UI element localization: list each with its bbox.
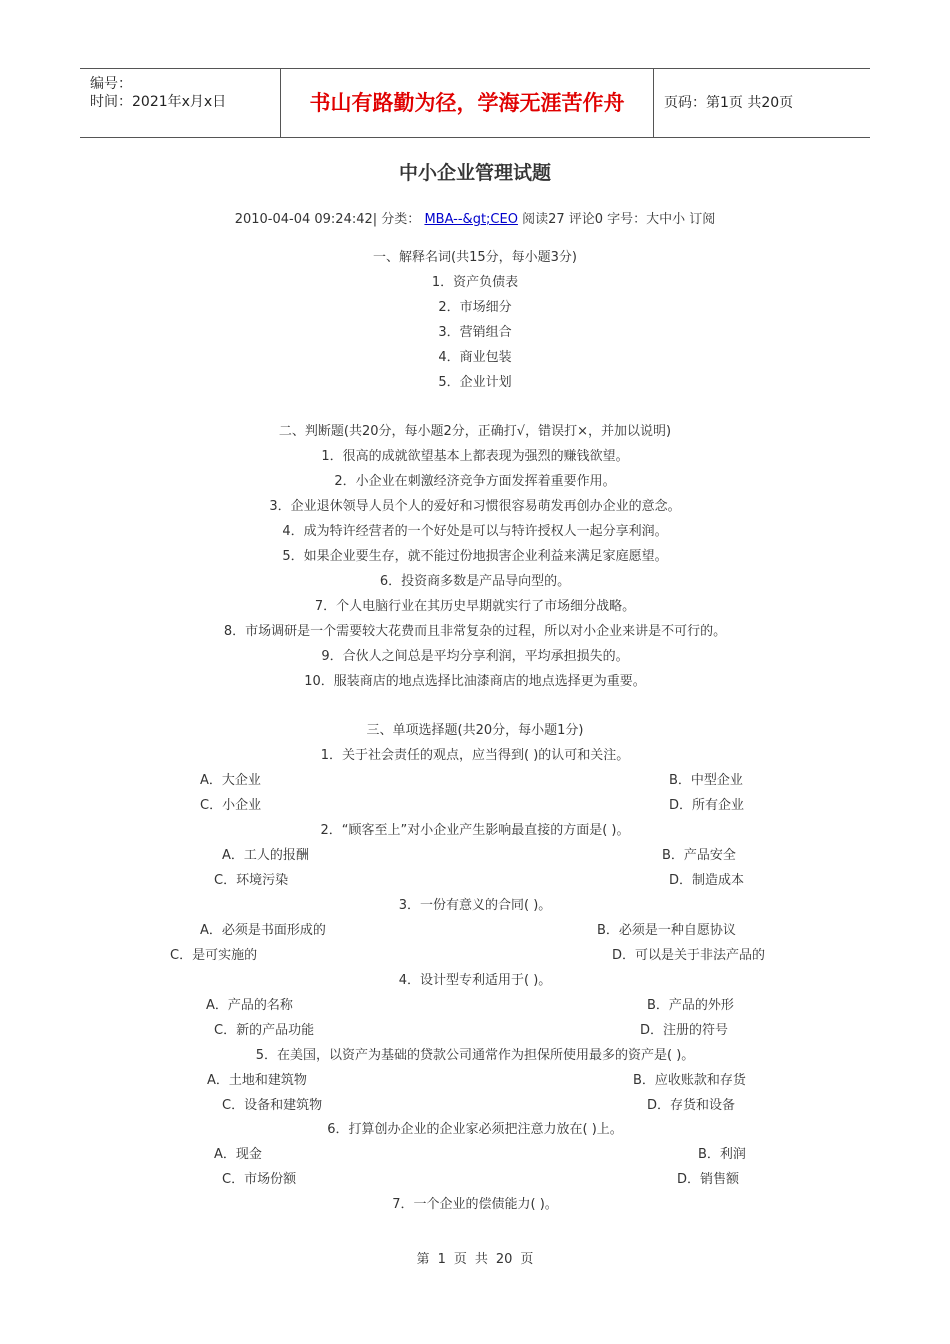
option-d: D．注册的符号: [640, 1023, 729, 1038]
section2-item: 3．企业退休领导人员个人的爱好和习惯很容易萌发再创办企业的意念。: [269, 499, 681, 514]
option-a: A．工人的报酬: [222, 848, 309, 863]
section2-item: 2．小企业在刺激经济竞争方面发挥着重要作用。: [334, 474, 616, 489]
option-a: A．必须是书面形成的: [200, 923, 326, 938]
question: 1．关于社会责任的观点，应当得到( )的认可和关注。: [320, 748, 630, 763]
option-d: D．制造成本: [669, 873, 745, 888]
page-label: 页码：第1页 共20页: [664, 95, 794, 111]
option-b: B．产品的外形: [647, 998, 734, 1013]
section2-item: 7．个人电脑行业在其历史早期就实行了市场细分战略。: [314, 599, 636, 614]
meta-stats: 阅读27 评论0 字号：大中小 订阅: [522, 212, 716, 227]
footer-page-number: 1: [437, 1252, 446, 1267]
section1-item: 3．营销组合: [438, 325, 512, 340]
option-c: C．新的产品功能: [214, 1023, 315, 1038]
section3-heading: 三、单项选择题(共20分，每小题1分): [366, 723, 584, 738]
option-b: B．产品安全: [662, 848, 736, 863]
question: 4．设计型专利适用于( )。: [398, 973, 552, 988]
question: 3．一份有意义的合同( )。: [398, 898, 552, 913]
time-label: 时间：2021年x月x日: [90, 94, 227, 110]
section2-item: 1．很高的成就欲望基本上都表现为强烈的赚钱欲望。: [321, 449, 629, 464]
footer-word: 共: [474, 1252, 488, 1267]
page-footer: [0, 1248, 950, 1267]
footer-word: 第: [416, 1252, 430, 1267]
section2-item: 4．成为特许经营者的一个好处是可以与特许授权人一起分享利润。: [282, 524, 668, 539]
option-d: D．可以是关于非法产品的: [612, 948, 766, 963]
footer-total-pages: 20: [495, 1252, 513, 1267]
option-b: B．必须是一种自愿协议: [597, 923, 736, 938]
question: 7．一个企业的偿债能力( )。: [392, 1197, 558, 1212]
option-c: C．是可实施的: [170, 948, 258, 963]
section2-item: 10．服装商店的地点选择比油漆商店的地点选择更为重要。: [304, 674, 646, 689]
option-a: A．土地和建筑物: [207, 1073, 307, 1088]
option-c: C．环境污染: [214, 873, 289, 888]
question: 5．在美国，以资产为基础的贷款公司通常作为担保所使用最多的资产是( )。: [255, 1048, 695, 1063]
section1-item: 4．商业包装: [438, 350, 512, 365]
section1-item: 2．市场细分: [438, 300, 512, 315]
section2-item: 5．如果企业要生存，就不能过份地损害企业利益来满足家庭愿望。: [282, 549, 668, 564]
option-a: A．大企业: [200, 773, 261, 788]
page-title: 中小企业管理试题: [398, 162, 551, 184]
option-d: D．存货和设备: [647, 1098, 736, 1113]
footer-word: 页: [520, 1252, 534, 1267]
category-link[interactable]: MBA--&gt;CEO: [424, 212, 518, 227]
section2-item: 8．市场调研是一个需要较大花费而且非常复杂的过程，所以对小企业来讲是不可行的。: [223, 624, 727, 639]
option-b: B．利润: [698, 1147, 746, 1162]
option-c: C．小企业: [200, 798, 262, 813]
section1-item: 5．企业计划: [438, 375, 512, 390]
article-meta: [0, 208, 950, 227]
option-c: C．设备和建筑物: [222, 1098, 323, 1113]
header-info-cell: [80, 69, 281, 137]
question: 2．“顾客至上”对小企业产生影响最直接的方面是( )。: [320, 823, 630, 838]
meta-category-label: 分类：: [381, 212, 421, 227]
option-b: B．中型企业: [669, 773, 743, 788]
section2-item: 6．投资商多数是产品导向型的。: [379, 574, 571, 589]
section1-heading: 一、解释名词(共15分，每小题3分): [373, 250, 577, 265]
footer-word: 页: [453, 1252, 467, 1267]
section2-heading: 二、判断题(共20分，每小题2分，正确打√，错误打×，并加以说明): [278, 424, 672, 439]
section1-item: 1．资产负债表: [431, 275, 519, 290]
question: 6．打算创办企业的企业家必须把注意力放在( )上。: [327, 1122, 623, 1137]
section2-item: 9．合伙人之间总是平均分享利润，平均承担损失的。: [321, 649, 629, 664]
header-table: [80, 68, 870, 138]
meta-datetime: 2010-04-04 09:24:42|: [234, 212, 378, 227]
option-c: C．市场份额: [222, 1172, 297, 1187]
option-d: D．所有企业: [669, 798, 745, 813]
option-b: B．应收账款和存货: [633, 1073, 746, 1088]
option-d: D．销售额: [677, 1172, 740, 1187]
option-a: A．现金: [214, 1147, 262, 1162]
number-label: 编号：: [90, 76, 132, 92]
motto: 书山有路勤为径，学海无涯苦作舟: [281, 69, 654, 137]
option-a: A．产品的名称: [206, 998, 293, 1013]
